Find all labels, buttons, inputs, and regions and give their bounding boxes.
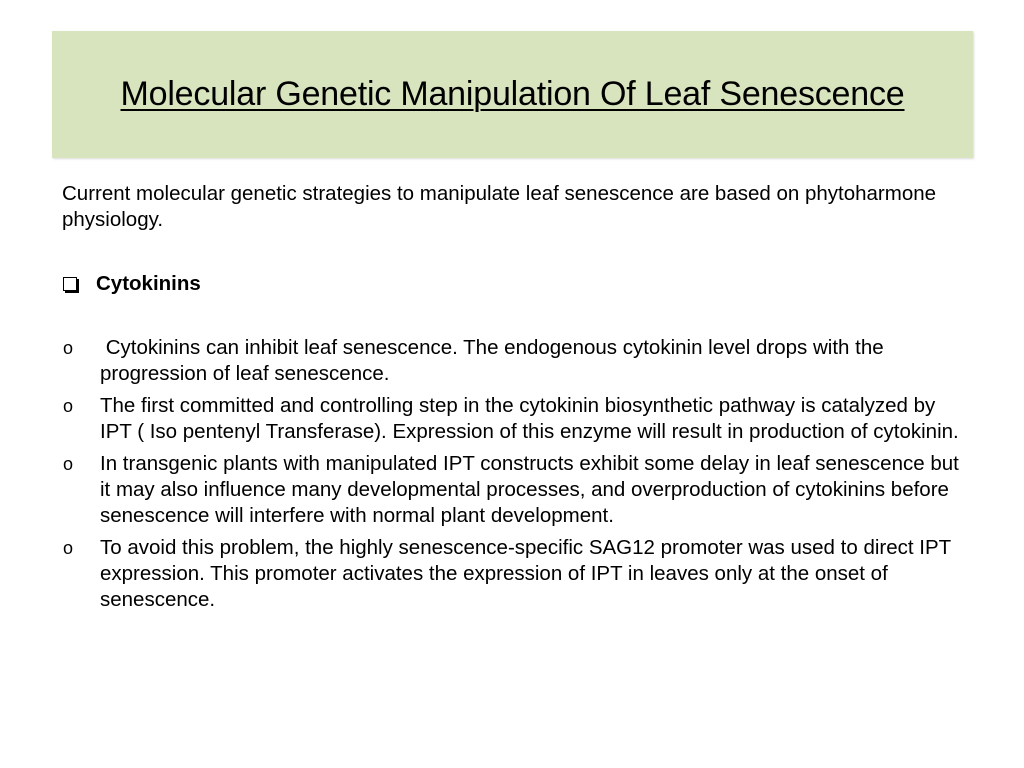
bullet-marker: o: [63, 538, 74, 558]
bullet-text: The first committed and controlling step in the cytokinin biosynthetic pathway is catalyzed by IPT ( Iso pentenyl Transferase). Expression of this enzyme will result in production of cytokinin.: [100, 394, 959, 443]
title-banner: [52, 31, 973, 158]
slide-body: [62, 181, 972, 619]
bullet-marker: o: [63, 396, 74, 416]
list-item: [62, 535, 972, 613]
bullet-marker: o: [63, 454, 74, 474]
intro-paragraph: Current molecular genetic strategies to manipulate leaf senescence are based on phytoharmone physiology.: [62, 182, 937, 231]
section-heading: [62, 271, 972, 297]
bullet-list: [62, 335, 972, 613]
list-item: [62, 451, 972, 529]
bullet-text: Cytokinins can inhibit leaf senescence. The endogenous cytokinin level drops with the progression of leaf senescence.: [100, 336, 890, 385]
slide-title: Molecular Genetic Manipulation Of Leaf Senescence: [120, 75, 905, 113]
list-item: [62, 393, 972, 445]
section-heading-label: Cytokinins: [96, 272, 201, 295]
bullet-text: In transgenic plants with manipulated IPT constructs exhibit some delay in leaf senescence but it may also influence many developmental processes, and overproduction of cytokinins before senescence will interfere with normal plant development.: [100, 452, 959, 527]
list-item: [62, 335, 972, 387]
bullet-text: To avoid this problem, the highly senescence-specific SAG12 promoter was used to direct IPT expression. This promoter activates the expression of IPT in leaves only at the onset of senescence.: [100, 536, 951, 611]
checkbox-icon: [63, 277, 77, 291]
bullet-marker: o: [63, 338, 74, 358]
